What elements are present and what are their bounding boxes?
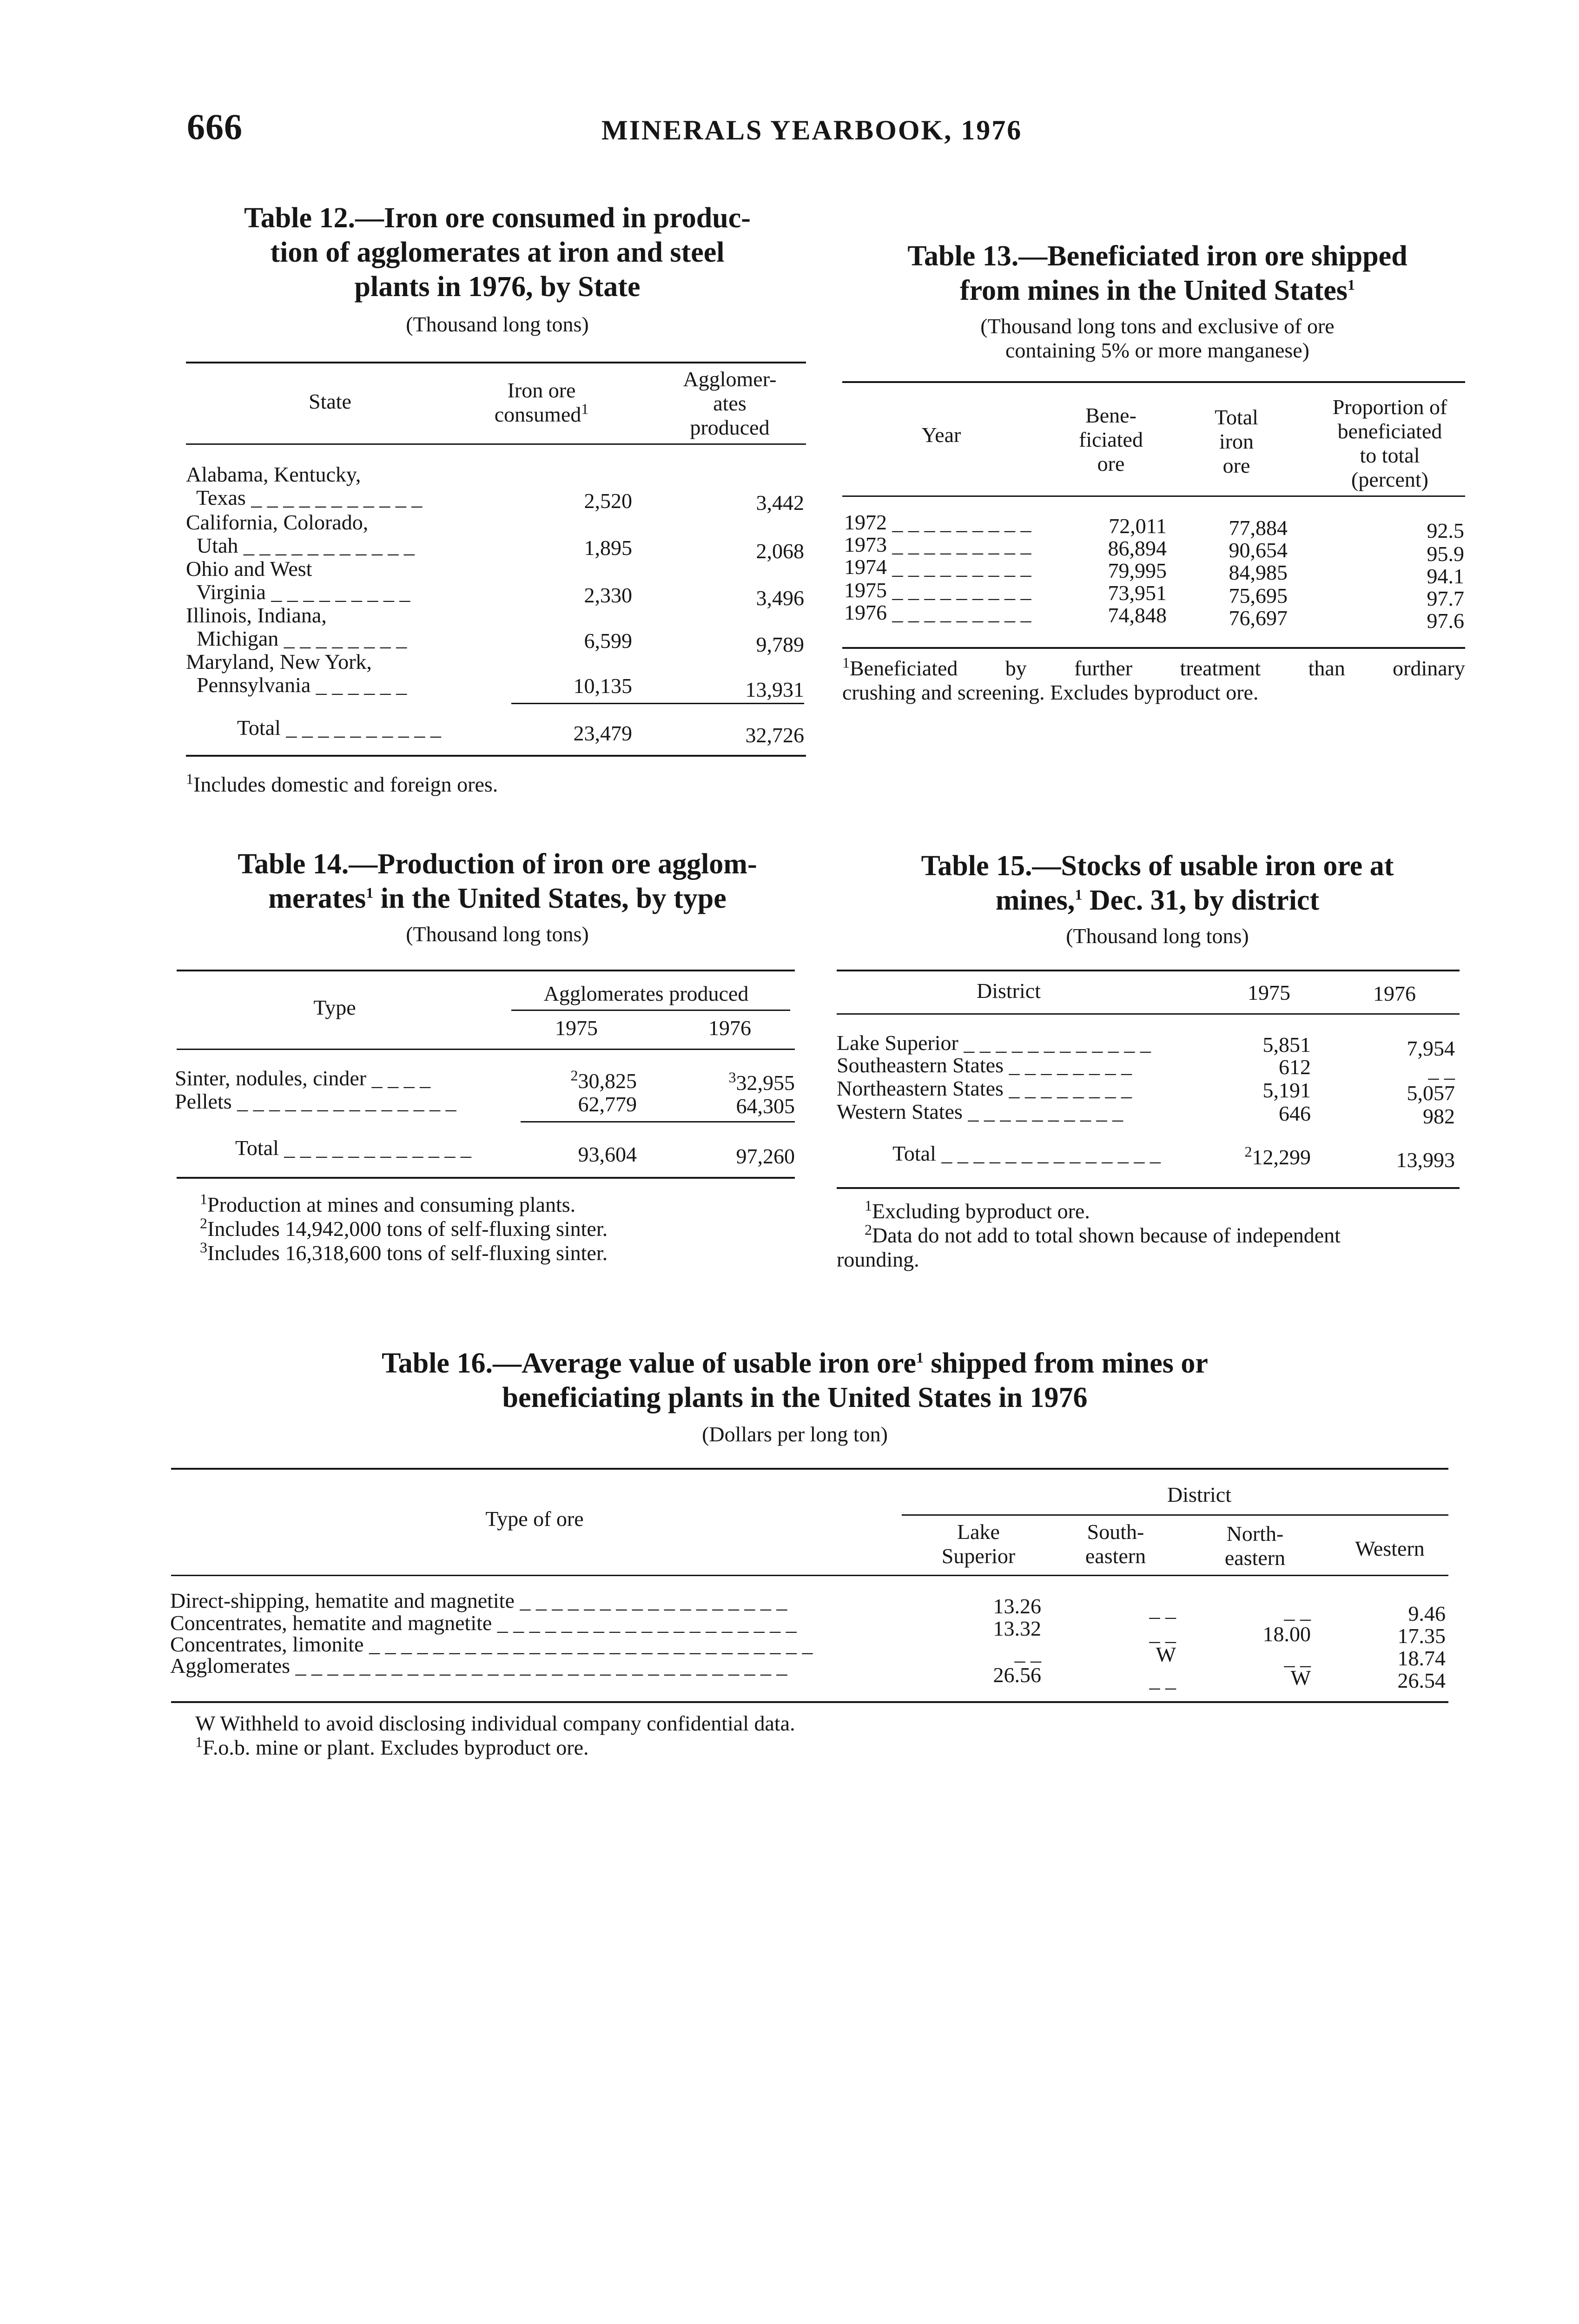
- table-14-bottom-rule: [177, 1177, 795, 1179]
- table-14-total-rule: [521, 1121, 795, 1122]
- table-15-unit: (Thousand long tons): [1066, 924, 1249, 948]
- table-16-header-type: Type of ore: [485, 1507, 584, 1531]
- table-15-bottom-rule: [837, 1187, 1460, 1189]
- table-12-top-rule: [186, 362, 806, 363]
- table-15-top-rule: [837, 970, 1460, 971]
- table-13-unit: (Thousand long tons and exclusive of ore containing 5% or more manganese): [980, 314, 1335, 362]
- table-16-footnotes: W Withheld to avoid disclosing individual company confidential data. $^1$F.o.b. mine or plant. Excludes byproduct ore.: [195, 1711, 795, 1759]
- table-14-group-rule: [511, 1010, 790, 1011]
- table-12-bottom-rule: [186, 755, 806, 757]
- table-13-top-rule: [842, 381, 1465, 383]
- table-14-unit: (Thousand long tons): [406, 922, 589, 946]
- table-12-total-rule: [511, 703, 804, 704]
- table-16-top-rule: [171, 1468, 1448, 1470]
- running-title: MINERALS YEARBOOK, 1976: [601, 115, 1023, 145]
- table-15-header-rule: [837, 1013, 1460, 1015]
- table-16-header-western: Western: [1355, 1537, 1425, 1560]
- table-13-header-year: Year: [921, 423, 961, 447]
- table-16-unit: (Dollars per long ton): [702, 1422, 888, 1446]
- table-12-unit: (Thousand long tons): [406, 312, 589, 336]
- table-12-footnote: $^1$Includes domestic and foreign ores.: [186, 770, 498, 796]
- table-15-title: Table 15.—Stocks of usable iron ore at mines,$^1$ Dec. 31, by district: [921, 850, 1394, 916]
- table-16-header-district: District: [1167, 1483, 1231, 1506]
- table-13-bottom-rule: [842, 647, 1465, 649]
- table-13-header-rule: [842, 495, 1465, 497]
- table-14-header-rule: [177, 1049, 795, 1050]
- table-15-header-1975: 1975: [1248, 981, 1290, 1004]
- table-14-header-type: Type: [313, 996, 356, 1019]
- table-14-header-group: Agglomerates produced: [543, 982, 749, 1005]
- table-14-header-1976: 1976: [708, 1016, 751, 1040]
- table-16-header-northeastern: North- eastern: [1224, 1522, 1286, 1570]
- table-14-top-rule: [177, 970, 795, 971]
- table-16-header-lake-superior: Lake Superior: [941, 1520, 1016, 1568]
- table-12-title: Table 12.—Iron ore consumed in produc- tion of agglomerates at iron and steel plants in 1976, by State: [244, 202, 751, 303]
- table-13-footnote: $^1$Beneficiated by further treatment than ordinary crushing and screening. Excludes byproduct ore.: [842, 654, 1465, 704]
- table-15-footnotes: $^1$Excluding byproduct ore. $^2$Data do not add to total shown because of independent rounding.: [837, 1197, 1341, 1271]
- page-number: 666: [187, 106, 243, 147]
- table-15-header-district: District: [977, 979, 1041, 1003]
- table-15-header-1976: 1976: [1373, 982, 1416, 1005]
- table-16-header-southeastern: South- eastern: [1085, 1520, 1146, 1568]
- table-12-header-state: State: [309, 390, 351, 413]
- table-16-district-rule: [902, 1514, 1448, 1516]
- table-14-footnotes: $^1$Production at mines and consuming plants. $^2$Includes 14,942,000 tons of self-fluxing sinter. $^3$Includes 16,318,600 tons of self-fluxing sinter.: [200, 1190, 608, 1265]
- table-13-header-beneficiated: Bene- ficiated ore: [1079, 403, 1143, 475]
- table-16-header-rule: [171, 1575, 1448, 1576]
- table-13-header-total-iron-ore: Total iron ore: [1215, 405, 1258, 477]
- table-13-header-proportion: Proportion of beneficiated to total (percent): [1332, 395, 1447, 491]
- table-16-bottom-rule: [171, 1701, 1448, 1703]
- table-14-header-1975: 1975: [555, 1016, 598, 1040]
- table-12-header-agglomerates: Agglomer- ates produced: [683, 367, 777, 439]
- table-16-title: Table 16.—Average value of usable iron ore$^1$ shipped from mines or beneficiating plants in the United States in 1976: [382, 1347, 1208, 1413]
- table-13-title: Table 13.—Beneficiated iron ore shipped from mines in the United States$^1$: [907, 240, 1407, 306]
- table-14-title: Table 14.—Production of iron ore agglom- merates$^1$ in the United States, by type: [238, 848, 757, 914]
- table-12-header-rule: [186, 443, 806, 445]
- table-12-header-iron-ore: Iron ore consumed$^1$: [494, 378, 589, 426]
